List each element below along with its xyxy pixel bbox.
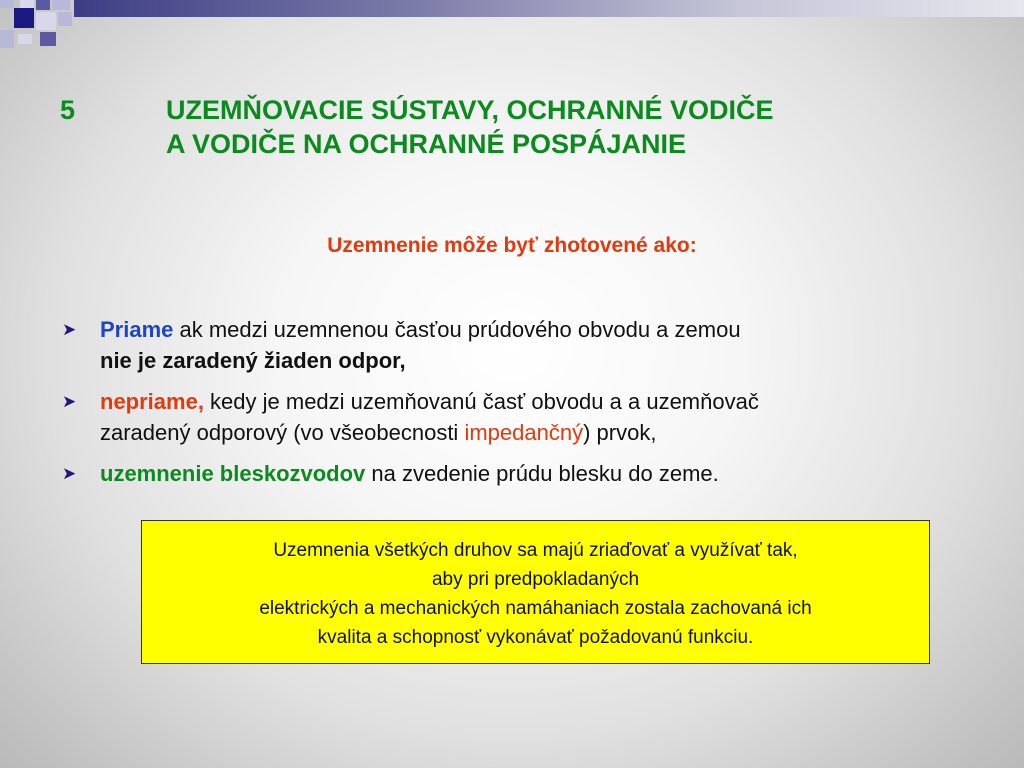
- bullet-item: [62, 314, 962, 376]
- decor-square: [20, 0, 34, 8]
- bullet-text: kedy je medzi uzemňovanú časť obvodu a a uzemňovač: [203, 389, 759, 414]
- arrowhead-bullet-icon: ➤: [62, 320, 77, 339]
- notice-line: elektrických a mechanických namáhaniach zostala zachovaná ich: [259, 598, 812, 619]
- bullet-text: ) prvok,: [583, 420, 657, 445]
- bullet-text-bold: nie je zaradený žiaden odpor,: [100, 348, 406, 373]
- notice-line: aby pri predpokladaných: [431, 569, 640, 590]
- decor-square: [58, 12, 72, 26]
- notice-line: kvalita a schopnosť vykonávať požadovanú funkciu.: [317, 627, 754, 648]
- bullet-keyword: uzemnenie bleskozvodov: [100, 461, 366, 486]
- decor-square: [18, 34, 32, 44]
- bullet-item: [62, 458, 962, 489]
- bullet-list: [62, 314, 962, 499]
- decor-square: [0, 0, 14, 8]
- header-gradient-bar: [74, 0, 1024, 17]
- decor-square: [40, 32, 56, 46]
- title-line-2: A VODIČE NA OCHRANNÉ POSPÁJANIE: [166, 129, 687, 159]
- decor-square: [0, 30, 14, 48]
- section-number: 5: [60, 95, 76, 125]
- arrowhead-bullet-icon: ➤: [62, 464, 77, 483]
- bullet-item: [62, 386, 962, 448]
- decor-square: [52, 0, 70, 10]
- bullet-text: zaradený odporový (vo všeobecnosti: [100, 420, 465, 445]
- arrowhead-bullet-icon: ➤: [62, 392, 77, 411]
- notice-box: [141, 520, 930, 664]
- bullet-text: na zvedenie prúdu blesku do zeme.: [365, 461, 719, 486]
- title-line-1: UZEMŇOVACIE SÚSTAVY, OCHRANNÉ VODIČE: [166, 95, 774, 125]
- decor-square: [14, 8, 34, 28]
- bullet-text: ak medzi uzemnenou časťou prúdového obvodu a zemou: [173, 317, 741, 342]
- bullet-keyword: nepriame,: [100, 389, 204, 414]
- decor-square: [36, 12, 56, 30]
- decor-square: [36, 0, 50, 10]
- notice-line: Uzemnenia všetkých druhov sa majú zriaďovať a využívať tak,: [273, 540, 798, 561]
- bullet-keyword: Priame: [100, 317, 174, 342]
- bullet-highlight: impedančný: [464, 420, 584, 445]
- slide-subtitle: Uzemnenie môže byť zhotovené ako:: [327, 234, 697, 257]
